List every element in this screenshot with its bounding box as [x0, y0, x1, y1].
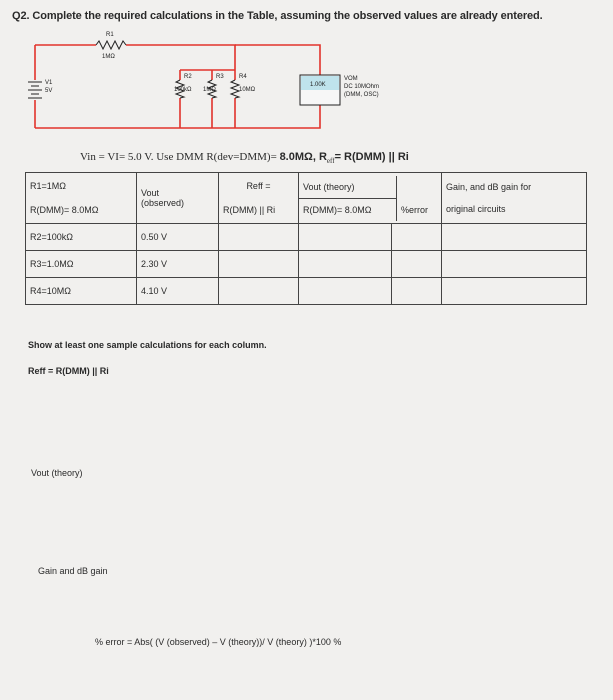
error-formula: % error = Abs( (V (observed) – V (theory))/ V (theory) )*100 %: [95, 637, 342, 647]
row-label: R3=1.0MΩ: [26, 251, 137, 278]
r2-label: R2: [184, 74, 192, 80]
header-vout-observed: [137, 173, 219, 224]
voltmeter-value: 1.00K: [310, 82, 326, 88]
circuit-diagram: [0, 0, 613, 150]
row-observed: 4.10 V: [137, 278, 219, 305]
row-vtheory-cell[interactable]: [299, 224, 392, 251]
vout-theory-header: Vout (theory): [299, 176, 397, 199]
vout-theory-note: Vout (theory): [31, 468, 83, 478]
row-label: R4=10MΩ: [26, 278, 137, 305]
r3-value: 1MΩ: [203, 87, 216, 93]
r4-value: 10MΩ: [239, 87, 256, 93]
reff-sub: R(DMM) || Ri: [223, 205, 276, 215]
row-gain-cell[interactable]: [442, 251, 587, 278]
header-resistor: [26, 173, 137, 224]
row-gain-cell[interactable]: [442, 224, 587, 251]
vout-theory-sub: R(DMM)= 8.0MΩ: [299, 199, 397, 221]
row-gain-cell[interactable]: [442, 278, 587, 305]
row-reff-cell[interactable]: [219, 251, 299, 278]
r1-label: R1: [106, 32, 114, 38]
vout-observed-line1: Vout: [141, 188, 160, 198]
header-gain: [442, 173, 587, 224]
reff-formula: Reff = R(DMM) || Ri: [28, 366, 109, 376]
rdmm-label: R(DMM)= 8.0MΩ: [30, 205, 99, 215]
vout-observed-line2: (observed): [141, 198, 185, 208]
vin-text-c: eff: [326, 157, 335, 166]
row-reff-cell[interactable]: [219, 278, 299, 305]
row-error-cell[interactable]: [392, 224, 442, 251]
error-header: %error: [401, 204, 429, 215]
table-header-row: [26, 173, 587, 224]
meter-line2: DC 10MOhm: [344, 84, 380, 90]
row-observed: 0.50 V: [137, 224, 219, 251]
r4-label: R4: [239, 74, 247, 80]
row-error-cell[interactable]: [392, 251, 442, 278]
row-vtheory-cell[interactable]: [299, 251, 392, 278]
meter-line1: VOM: [344, 76, 358, 82]
r1-value: 1MΩ: [102, 54, 115, 60]
r3-label: R3: [216, 74, 224, 80]
vin-text-b: 8.0MΩ, R: [279, 151, 327, 163]
vin-text-d: = R(DMM) || Ri: [334, 151, 409, 163]
row-label: R2=100kΩ: [26, 224, 137, 251]
calculation-table: [25, 172, 587, 305]
table-row: [26, 251, 587, 278]
instruction-note: Show at least one sample calculations for each column.: [28, 340, 267, 350]
gain-db-note: Gain and dB gain: [38, 566, 108, 576]
r4-resistor: [231, 80, 239, 98]
v1-value: 5V: [45, 88, 53, 94]
r2-value: 100kΩ: [174, 87, 192, 93]
row-vtheory-cell[interactable]: [299, 278, 392, 305]
r1-value-label: R1=1MΩ: [30, 181, 66, 191]
r1-resistor: [96, 41, 126, 49]
v1-battery: [28, 82, 42, 98]
reff-header: Reff =: [246, 181, 271, 191]
row-observed: 2.30 V: [137, 251, 219, 278]
table-row: [26, 278, 587, 305]
v1-label: V1: [45, 80, 53, 86]
vin-description: [80, 151, 409, 165]
row-reff-cell[interactable]: [219, 224, 299, 251]
vin-text-a: Vin = VI= 5.0 V. Use DMM R(dev=DMM)=: [80, 151, 280, 163]
header-vout-theory: [299, 173, 442, 224]
header-reff: [219, 173, 299, 224]
gain-header-line2: original circuits: [446, 204, 506, 214]
meter-line3: (DMM, OSC): [344, 92, 379, 98]
table-row: [26, 224, 587, 251]
question-title: Q2. Complete the required calculations in the Table, assuming the observed values are already entered.: [12, 10, 543, 22]
gain-header-line1: Gain, and dB gain for: [446, 182, 532, 192]
row-error-cell[interactable]: [392, 278, 442, 305]
